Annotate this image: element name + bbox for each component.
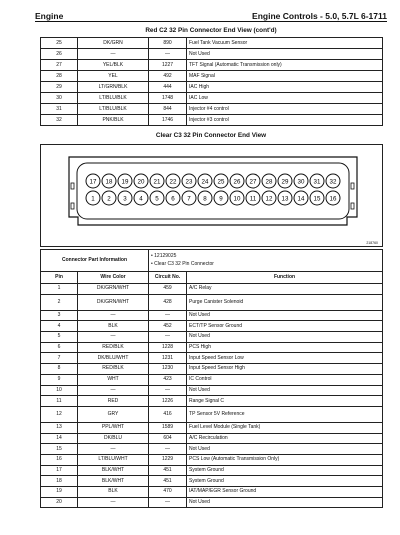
table-row: [41, 497, 383, 508]
col-header-wire-color: Wire Color: [78, 272, 149, 284]
circuit-cell: 890: [149, 38, 187, 49]
wire-color-cell: PNK/BLK: [78, 115, 149, 126]
function-cell: Not Used: [187, 310, 383, 321]
circuit-cell: 1748: [149, 93, 187, 104]
wire-color-cell: DK/GRN/WHT: [78, 284, 149, 295]
wire-color-cell: YEL/BLK: [78, 60, 149, 71]
pin-cell: 5: [41, 332, 78, 343]
pin-cell: 6: [41, 342, 78, 353]
table-row: [41, 104, 383, 115]
table-row: [41, 465, 383, 476]
circuit-cell: 416: [149, 406, 187, 422]
circuit-cell: 604: [149, 433, 187, 444]
circuit-cell: 1226: [149, 396, 187, 407]
table-row: [41, 487, 383, 498]
pin-cell: 18: [41, 476, 78, 487]
function-cell: IAC Low: [187, 93, 383, 104]
function-cell: Not Used: [187, 444, 383, 455]
function-cell: Injector #3 control: [187, 115, 383, 126]
function-cell: Not Used: [187, 385, 383, 396]
pin-label: 22: [169, 178, 177, 186]
pin-label: 10: [233, 195, 241, 203]
function-cell: Not Used: [187, 49, 383, 60]
wire-color-cell: LT/GRN/BLK: [78, 82, 149, 93]
table-row: [41, 454, 383, 465]
wire-color-cell: BLK: [78, 487, 149, 498]
pin-label: 8: [203, 195, 207, 203]
wire-color-cell: YEL: [78, 71, 149, 82]
function-cell: ECT/TP Sensor Ground: [187, 321, 383, 332]
circuit-cell: 1230: [149, 364, 187, 375]
pin-cell: 1: [41, 284, 78, 295]
wire-color-cell: BLK: [78, 321, 149, 332]
circuit-cell: —: [149, 444, 187, 455]
table-row: [41, 396, 383, 407]
pin-cell: 31: [41, 104, 78, 115]
pin-cell: 26: [41, 49, 78, 60]
table-row: [41, 49, 383, 60]
function-cell: IC Control: [187, 374, 383, 385]
wire-color-cell: —: [78, 385, 149, 396]
table-row: [41, 476, 383, 487]
circuit-cell: 1228: [149, 342, 187, 353]
wire-color-cell: LT/BLU/WHT: [78, 454, 149, 465]
function-cell: Input Speed Sensor Low: [187, 353, 383, 364]
wire-color-cell: —: [78, 310, 149, 321]
pin-cell: 15: [41, 444, 78, 455]
col-header-pin: Pin: [41, 272, 78, 284]
pin-label: 11: [249, 195, 257, 203]
circuit-cell: 423: [149, 374, 187, 385]
part-number: • 12129025: [151, 253, 177, 259]
pin-cell: 2: [41, 294, 78, 310]
pin-label: 6: [171, 195, 175, 203]
circuit-cell: 452: [149, 321, 187, 332]
function-cell: Input Speed Sensor High: [187, 364, 383, 375]
function-cell: Not Used: [187, 332, 383, 343]
wire-color-cell: LT/BLU/BLK: [78, 104, 149, 115]
table-row: [41, 294, 383, 310]
circuit-cell: 1227: [149, 60, 187, 71]
header-section: Engine: [35, 11, 64, 21]
red-c2-pin-table: [40, 37, 383, 126]
pin-label: 26: [233, 178, 241, 186]
pin-label: 17: [89, 178, 97, 186]
function-cell: MAF Signal: [187, 71, 383, 82]
pin-label: 15: [313, 195, 321, 203]
wire-color-cell: DK/BLU/WHT: [78, 353, 149, 364]
wire-color-cell: —: [78, 332, 149, 343]
circuit-cell: 451: [149, 476, 187, 487]
function-cell: TP Sensor 5V Reference: [187, 406, 383, 422]
wire-color-cell: DK/BLU: [78, 433, 149, 444]
pin-label: 24: [201, 178, 209, 186]
pin-label: 31: [313, 178, 321, 186]
pin-cell: 7: [41, 353, 78, 364]
circuit-cell: 1746: [149, 115, 187, 126]
circuit-cell: —: [149, 385, 187, 396]
function-cell: Purge Canister Solenoid: [187, 294, 383, 310]
pin-cell: 17: [41, 465, 78, 476]
circuit-cell: —: [149, 497, 187, 508]
circuit-cell: 1229: [149, 454, 187, 465]
function-cell: System Ground: [187, 465, 383, 476]
function-cell: System Ground: [187, 476, 383, 487]
pin-label: 7: [187, 195, 191, 203]
pin-cell: 16: [41, 454, 78, 465]
pin-cell: 11: [41, 396, 78, 407]
pin-cell: 9: [41, 374, 78, 385]
column-header-row: [41, 272, 383, 284]
circuit-cell: 1589: [149, 422, 187, 433]
function-cell: Injector #4 control: [187, 104, 383, 115]
connector-end-view: [41, 145, 384, 248]
table-row: [41, 342, 383, 353]
wire-color-cell: RED: [78, 396, 149, 407]
wire-color-cell: —: [78, 444, 149, 455]
pin-label: 20: [137, 178, 145, 186]
diagram-title: Clear C3 32 Pin Connector End View: [155, 132, 267, 139]
function-cell: Fuel Tank Vacuum Sensor: [187, 38, 383, 49]
pin-cell: 13: [41, 422, 78, 433]
col-header-function: Function: [187, 272, 383, 284]
pin-cell: 4: [41, 321, 78, 332]
wire-color-cell: GRY: [78, 406, 149, 422]
header-page-ref: Engine Controls - 5.0, 5.7L 6-1711: [252, 11, 387, 21]
pin-label: 12: [265, 195, 273, 203]
pin-cell: 10: [41, 385, 78, 396]
function-cell: PCS Low (Automatic Transmission Only): [187, 454, 383, 465]
pin-label: 25: [217, 178, 225, 186]
pin-label: 1: [91, 195, 95, 203]
table-row: [41, 374, 383, 385]
connector-info-label: Connector Part Information: [41, 250, 149, 272]
wire-color-cell: BLK/WHT: [78, 476, 149, 487]
wire-color-cell: RED/BLK: [78, 364, 149, 375]
pin-label: 18: [105, 178, 113, 186]
table-row: [41, 332, 383, 343]
wire-color-cell: LT/BLU/BLK: [78, 93, 149, 104]
pin-label: 27: [249, 178, 257, 186]
pin-label: 32: [329, 178, 337, 186]
page-header: [35, 6, 387, 22]
pin-label: 19: [121, 178, 129, 186]
pin-label: 3: [123, 195, 127, 203]
wire-color-cell: DK/GRN: [78, 38, 149, 49]
function-cell: Fuel Level Module (Single Tank): [187, 422, 383, 433]
table-row: [41, 353, 383, 364]
pin-label: 5: [155, 195, 159, 203]
circuit-cell: —: [149, 310, 187, 321]
table-row: [41, 38, 383, 49]
circuit-cell: 1231: [149, 353, 187, 364]
table-row: [41, 321, 383, 332]
circuit-cell: 492: [149, 71, 187, 82]
pin-cell: 3: [41, 310, 78, 321]
function-cell: IAC High: [187, 82, 383, 93]
function-cell: TFT Signal (Automatic Transmission only): [187, 60, 383, 71]
pin-cell: 14: [41, 433, 78, 444]
pin-label: 9: [219, 195, 223, 203]
table1-title: Red C2 32 Pin Connector End View (cont'd): [145, 27, 277, 34]
table-row: [41, 82, 383, 93]
connector-description: • Clear C3 32 Pin Connector: [151, 260, 214, 267]
pin-cell: 25: [41, 38, 78, 49]
pin-cell: 30: [41, 93, 78, 104]
pin-label: 13: [281, 195, 289, 203]
col-header-circuit: Circuit No.: [149, 272, 187, 284]
pin-cell: 8: [41, 364, 78, 375]
wire-color-cell: WHT: [78, 374, 149, 385]
circuit-cell: —: [149, 49, 187, 60]
wire-color-cell: DK/GRN/WHT: [78, 294, 149, 310]
table-row: [41, 422, 383, 433]
clear-c3-pin-table: [40, 249, 383, 508]
table-row: [41, 433, 383, 444]
table-row: [41, 364, 383, 375]
function-cell: Range Signal C: [187, 396, 383, 407]
pin-cell: 29: [41, 82, 78, 93]
pin-cell: 19: [41, 487, 78, 498]
circuit-cell: 844: [149, 104, 187, 115]
pin-label: 14: [297, 195, 305, 203]
pin-label: 28: [265, 178, 273, 186]
figure-id: 218760: [366, 241, 378, 245]
connector-info-row: [41, 250, 383, 272]
pin-label: 16: [329, 195, 337, 203]
wire-color-cell: —: [78, 49, 149, 60]
table-row: [41, 60, 383, 71]
table-row: [41, 115, 383, 126]
circuit-cell: 444: [149, 82, 187, 93]
function-cell: Not Used: [187, 497, 383, 508]
table-row: [41, 406, 383, 422]
table-row: [41, 444, 383, 455]
pin-cell: 20: [41, 497, 78, 508]
wire-color-cell: —: [78, 497, 149, 508]
pin-label: 23: [185, 178, 193, 186]
function-cell: IAT/MAP/EGR Sensor Ground: [187, 487, 383, 498]
table-row: [41, 93, 383, 104]
wire-color-cell: PPL/WHT: [78, 422, 149, 433]
circuit-cell: 459: [149, 284, 187, 295]
pin-cell: 32: [41, 115, 78, 126]
circuit-cell: 470: [149, 487, 187, 498]
function-cell: A/C Relay: [187, 284, 383, 295]
circuit-cell: —: [149, 332, 187, 343]
circuit-cell: 428: [149, 294, 187, 310]
pin-label: 2: [107, 195, 111, 203]
wire-color-cell: RED/BLK: [78, 342, 149, 353]
table-row: [41, 71, 383, 82]
table-row: [41, 310, 383, 321]
pin-cell: 28: [41, 71, 78, 82]
pin-label: 30: [297, 178, 305, 186]
table-row: [41, 284, 383, 295]
wire-color-cell: BLK/WHT: [78, 465, 149, 476]
function-cell: A/C Recirculation: [187, 433, 383, 444]
pin-cell: 27: [41, 60, 78, 71]
function-cell: PCS High: [187, 342, 383, 353]
circuit-cell: 451: [149, 465, 187, 476]
pin-label: 29: [281, 178, 289, 186]
connector-diagram: [40, 144, 383, 247]
table-row: [41, 385, 383, 396]
pin-label: 21: [153, 178, 161, 186]
pin-cell: 12: [41, 406, 78, 422]
pin-label: 4: [139, 195, 143, 203]
